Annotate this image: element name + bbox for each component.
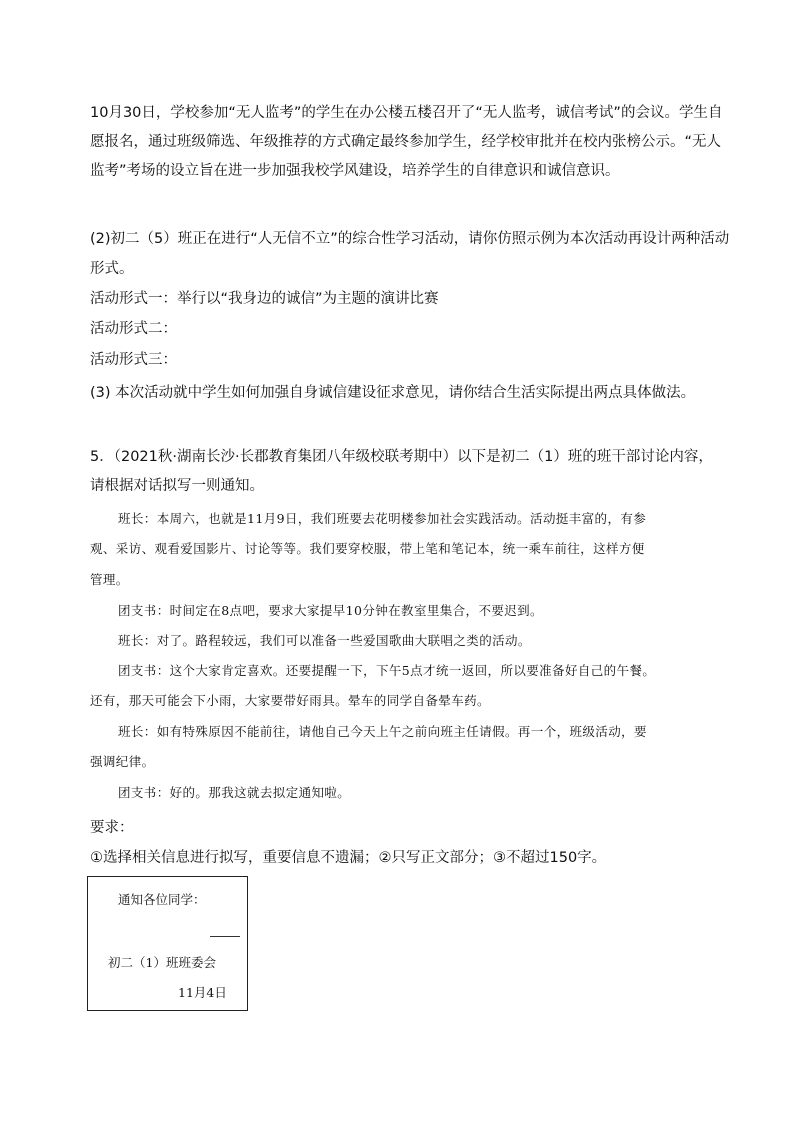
activity-form-3: 活动形式三： — [90, 352, 177, 368]
requirements-text: ①选择相关信息进行拟写，重要信息不遗漏；②只写正文部分；③不超过150字。 — [90, 850, 607, 866]
dialogue-line-5: 班长：对了。路程较远，我们可以准备一些爱国歌曲大联唱之类的活动。 — [118, 633, 531, 648]
intro-line-2: 愿报名，通过班级筛选、年级推荐的方式确定最终参加学生，经学校审批并在校内张榜公示。“无人 — [90, 134, 722, 150]
activity-form-1: 活动形式一：举行以“我身边的诚信”为主题的演讲比赛 — [90, 291, 439, 307]
q2-line-2: 形式。 — [90, 261, 134, 277]
dialogue-line-7: 还有，那天可能会下小雨，大家要带好雨具。晕车的同学自备晕车药。 — [90, 693, 490, 708]
requirements-label: 要求： — [90, 820, 134, 836]
q2-line-1: (2)初二（5）班正在进行“人无信不立”的综合性学习活动，请你仿照示例为本次活动再设计两种活动 — [90, 231, 730, 247]
notice-date: 11月4日 — [178, 985, 227, 1000]
dialogue-line-1: 班长：本周六，也就是11月9日，我们班要去花明楼参加社会实践活动。活动挺丰富的，有参 — [118, 511, 647, 526]
dialogue-line-10: 团支书：好的。那我这就去拟定通知啦。 — [118, 785, 351, 800]
dialogue-line-2: 观、采访、观看爱国影片、讨论等等。我们要穿校服，带上笔和笔记本，统一乘车前往，这样方便 — [90, 541, 645, 556]
notice-salutation: 通知各位同学： — [118, 892, 206, 907]
dialogue-line-4: 团支书：时间定在8点吧，要求大家提早10分钟在教室里集合，不要迟到。 — [118, 603, 543, 618]
intro-line-1: 10月30日，学校参加“无人监考”的学生在办公楼五楼召开了“无人监考，诚信考试”的会议。学生自 — [90, 105, 723, 121]
notice-signature: 初二（1）班班委会 — [108, 955, 216, 970]
activity-form-2: 活动形式二： — [90, 321, 177, 337]
intro-line-3: 监考”考场的设立旨在进一步加强我校学风建设，培养学生的自律意识和诚信意识。 — [90, 163, 620, 179]
notice-template-box — [87, 876, 248, 1011]
dialogue-line-9: 强调纪律。 — [90, 754, 155, 769]
dialogue-line-8: 班长：如有特殊原因不能前往，请他自己今天上午之前向班主任请假。再一个，班级活动，要 — [118, 724, 647, 739]
q5-line-2: 请根据对话拟写一则通知。 — [90, 478, 264, 494]
notice-body-blank-line — [210, 936, 240, 937]
q3-text: (3) 本次活动就中学生如何加强自身诚信建设征求意见，请你结合生活实际提出两点具体做法。 — [90, 385, 696, 401]
dialogue-line-6: 团支书：这个大家肯定喜欢。还要提醒一下，下午5点才统一返回，所以要准备好自己的午餐。 — [118, 663, 656, 678]
dialogue-line-3: 管理。 — [90, 572, 129, 587]
q5-line-1: 5．（2021秋·湖南长沙·长郡教育集团八年级校联考期中）以下是初二（1）班的班干部讨论内容， — [90, 449, 713, 465]
